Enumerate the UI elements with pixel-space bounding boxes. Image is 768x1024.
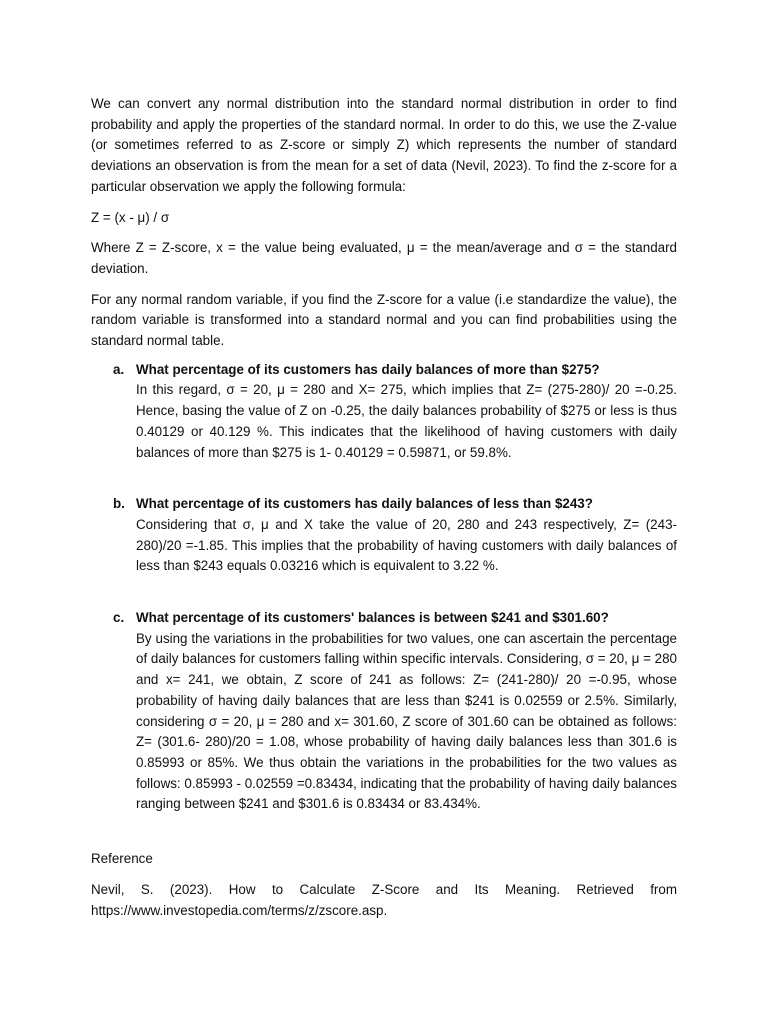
- question-title: What percentage of its customers has daily balances of less than $243?: [136, 496, 593, 512]
- question-answer: By using the variations in the probabilities for two values, one can ascertain the percentage of daily balances for customers falling within specific intervals. Considering, σ = 20, μ = 280 and x= 241, we obtain, Z score of 241 as follows: Z= (241-280)/ 20 =-0.95, whose probability of having daily balances that are less than $241 is 0.02559 or 2.5%. Similarly, considering σ = 20, μ = 280 and x= 301.60, Z score of 301.60 can be obtained as follows: Z= (301.6- 280)/20 = 1.08, whose probability of having daily balances less than 301.6 is 0.85993 or 85%. We thus obtain the variations in the probabilities for the two values as follows: 0.85993 - 0.02559 =0.83434, indicating that the probability of having daily balances ranging between $241 and $301.6 is 0.83434 or 83.434%.: [136, 630, 677, 812]
- standardize-paragraph: For any normal random variable, if you find the Z-score for a value (i.e standardize the value), the random variable is transformed into a standard normal and you can find probabilities using the standard normal table.: [91, 291, 677, 349]
- question-letter: c.: [113, 610, 125, 626]
- reference-heading: Reference: [91, 851, 153, 867]
- reference-entry: Nevil, S. (2023). How to Calculate Z-Score and Its Meaning. Retrieved from https://www.investopedia.com/terms/z/zscore.asp.: [91, 881, 677, 918]
- question-letter: b.: [113, 496, 125, 512]
- question-title: What percentage of its customers' balances is between $241 and $301.60?: [136, 610, 609, 626]
- question-item-c: [91, 608, 677, 815]
- question-list: [91, 360, 677, 815]
- question-item-b: [91, 494, 677, 577]
- z-score-formula: Z = (x - μ) / σ: [91, 209, 170, 225]
- question-answer: In this regard, σ = 20, μ = 280 and X= 275, which implies that Z= (275-280)/ 20 =-0.25. Hence, basing the value of Z on -0.25, the daily balances probability of $275 or less is thus 0.40129 or 40.129 %. This indicates that the likelihood of having customers with daily balances of more than $275 is 1- 0.40129 = 0.59871, or 59.8%.: [136, 382, 677, 460]
- question-item-a: [91, 360, 677, 464]
- question-letter: a.: [113, 361, 125, 377]
- question-title: What percentage of its customers has daily balances of more than $275?: [136, 361, 600, 377]
- question-answer: Considering that σ, μ and X take the value of 20, 280 and 243 respectively, Z= (243-280)/20 =-1.85. This implies that the probability of having customers with daily balances of less than $243 equals 0.03216 which is equivalent to 3.22 %.: [136, 516, 677, 574]
- intro-paragraph: We can convert any normal distribution into the standard normal distribution in order to find probability and apply the properties of the standard normal. In order to do this, we use the Z-value (or sometimes referred to as Z-score or simply Z) which represents the number of standard deviations an observation is from the mean for a set of data (Nevil, 2023). To find the z-score for a particular observation we apply the following formula:: [91, 96, 677, 194]
- formula-definition-paragraph: Where Z = Z-score, x = the value being evaluated, μ = the mean/average and σ = the standard deviation.: [91, 240, 677, 276]
